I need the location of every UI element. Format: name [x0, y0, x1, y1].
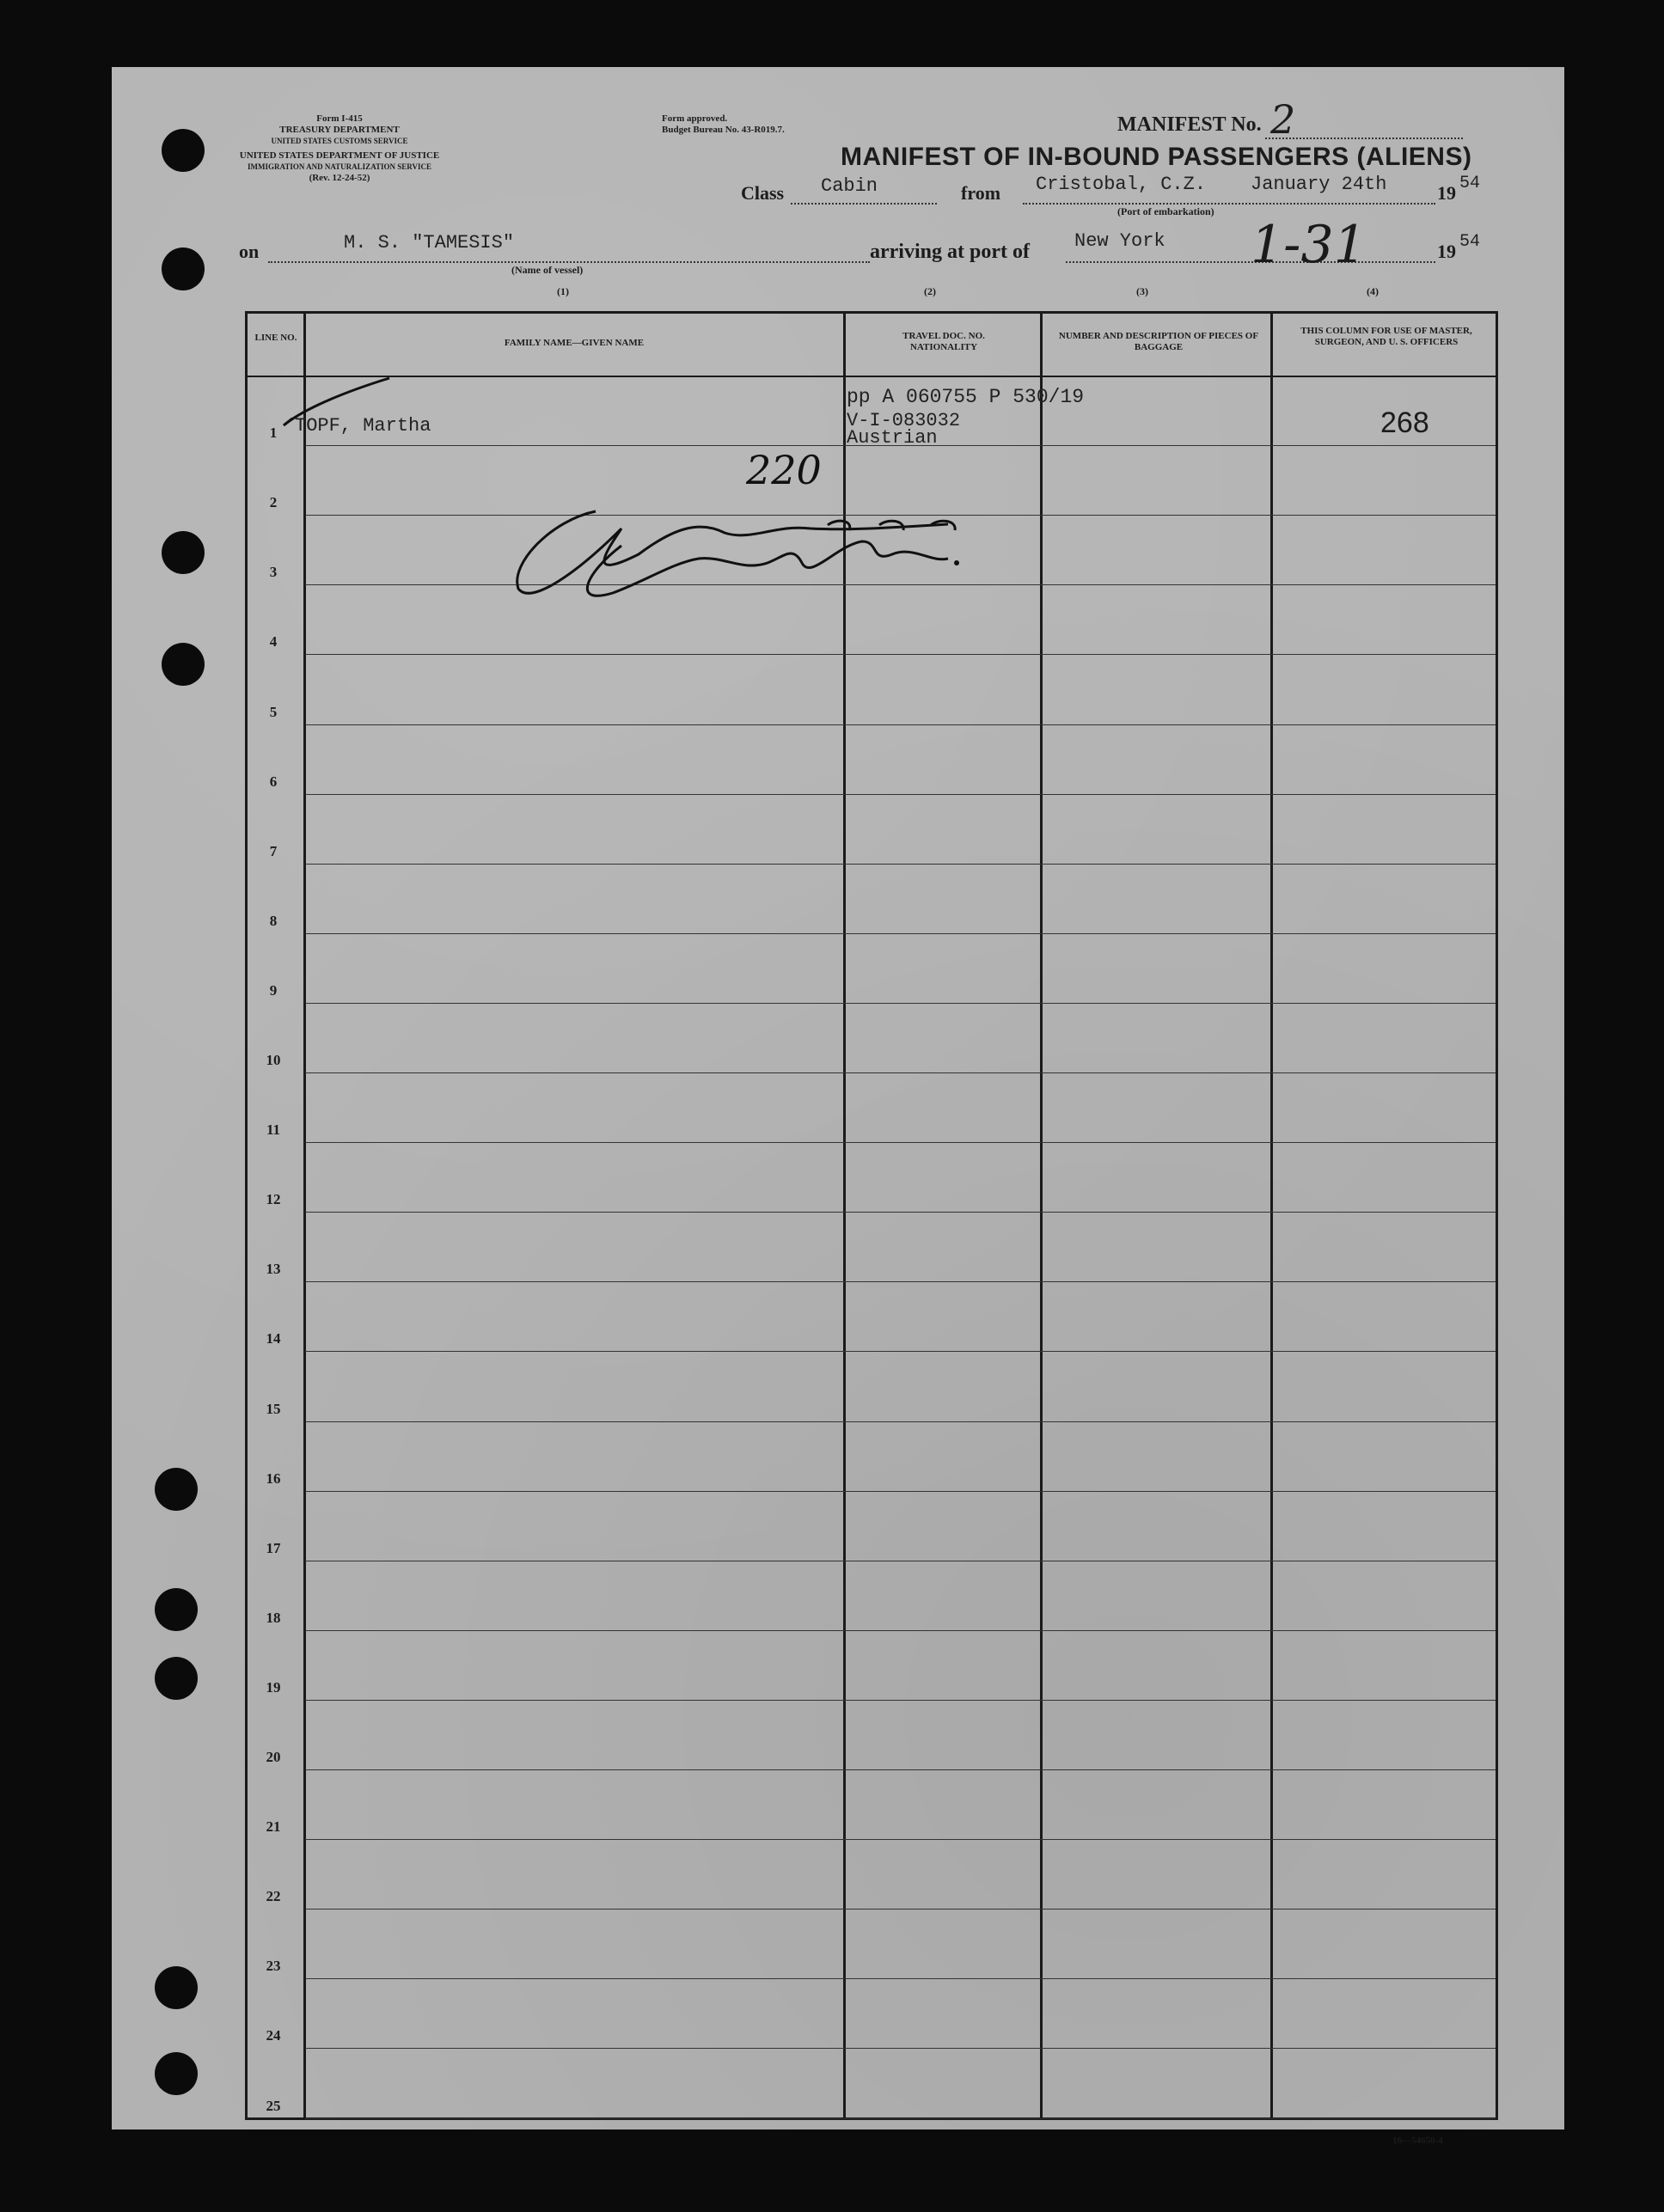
row-number: 7 [269, 842, 278, 859]
row-number: 4 [269, 633, 278, 651]
header-baggage: NUMBER AND DESCRIPTION OF PIECES OF BAGGAGE [1058, 331, 1259, 352]
column-ref-4: (4) [1367, 285, 1379, 297]
table-row [305, 1769, 1496, 1770]
rev-label: (Rev. 12-24-52) [309, 173, 370, 183]
punch-hole [162, 129, 205, 172]
passenger-table [245, 311, 1498, 2120]
table-row [305, 1491, 1496, 1492]
table-row [305, 1212, 1496, 1213]
manifest-number-label: MANIFEST No. [1117, 113, 1262, 136]
form-approved-label: Form approved. [662, 113, 728, 124]
row-number: 15 [266, 1400, 281, 1417]
table-row [305, 1142, 1496, 1143]
punch-hole [155, 1468, 198, 1511]
approval-block [662, 113, 785, 136]
treasury-label: TREASURY DEPARTMENT [279, 125, 400, 135]
visa-number: V-I-083032 [847, 410, 961, 431]
budget-label: Budget Bureau No. 43-R019.7. [662, 125, 785, 135]
inspector-signature [501, 494, 982, 614]
departure-year-suffix: 54 [1459, 174, 1481, 193]
passenger-name: TOPF, Martha [295, 415, 431, 437]
from-value: Cristobal, C.Z. [1036, 174, 1207, 195]
nationality: Austrian [847, 427, 938, 449]
row-number: 3 [269, 564, 278, 581]
table-row [305, 2048, 1496, 2049]
checkmark-icon [282, 374, 394, 434]
table-row [305, 2118, 1496, 2119]
vessel-note: (Name of vessel) [511, 264, 584, 276]
table-row [305, 1421, 1496, 1422]
row-number: 1 [269, 425, 278, 442]
handwritten-number: 220 [746, 447, 822, 493]
row-number: 9 [269, 981, 278, 999]
row-number: 21 [266, 1818, 281, 1836]
arrival-date-handwritten: 1-31 [1251, 215, 1367, 275]
column-ref-3: (3) [1136, 285, 1148, 297]
travel-doc-number: pp A 060755 P 530/19 [847, 386, 1085, 408]
row-number: 12 [266, 1191, 281, 1208]
header-divider [248, 376, 1496, 377]
row-number: 18 [266, 1609, 281, 1626]
class-label: Class [741, 182, 785, 204]
header-officers: THIS COLUMN FOR USE OF MASTER, SURGEON, AND U. S. OFFICERS [1300, 326, 1472, 347]
table-row [305, 1630, 1496, 1631]
row-number: 8 [269, 912, 278, 929]
row-number: 11 [266, 1121, 281, 1139]
row-number: 19 [266, 1678, 281, 1696]
print-code: 16—54650-4 [1392, 2136, 1443, 2146]
row-number: 25 [266, 2097, 281, 2114]
row-number: 10 [266, 1052, 281, 1068]
arrival-year-suffix: 54 [1459, 232, 1481, 252]
row-number: 2 [269, 494, 278, 511]
row-number: 16 [266, 1470, 281, 1487]
departure-date: January 24th [1251, 174, 1387, 195]
customs-label: UNITED STATES CUSTOMS SERVICE [271, 137, 408, 145]
row-number: 17 [266, 1539, 281, 1556]
table-row [305, 864, 1496, 865]
arriving-label: arriving at port of [870, 241, 1030, 263]
manifest-number-value: 2 [1270, 96, 1296, 143]
column-ref-1: (1) [557, 285, 569, 297]
row-number: 13 [266, 1261, 281, 1278]
punch-hole [155, 1588, 198, 1631]
table-row [305, 933, 1496, 934]
table-row [305, 794, 1496, 795]
header-name: FAMILY NAME—GIVEN NAME [504, 338, 645, 348]
table-row [305, 1978, 1496, 1979]
table-row [305, 1003, 1496, 1004]
table-row [305, 1281, 1496, 1282]
row-number: 14 [266, 1330, 281, 1347]
header-travel-doc: TRAVEL DOC. NO. NATIONALITY [902, 331, 985, 352]
row-number: 20 [266, 1749, 281, 1765]
row-number: 5 [269, 703, 278, 720]
ins-label: IMMIGRATION AND NATURALIZATION SERVICE [248, 162, 431, 171]
row-number: 6 [269, 773, 278, 790]
table-row [305, 654, 1496, 655]
from-label: from [961, 182, 1001, 204]
punch-hole [155, 2052, 198, 2095]
row-number: 22 [266, 1888, 281, 1905]
punch-hole [162, 643, 205, 686]
table-row [305, 724, 1496, 725]
on-label: on [239, 241, 260, 262]
doj-label: UNITED STATES DEPARTMENT OF JUSTICE [239, 150, 440, 161]
table-row [305, 1839, 1496, 1840]
class-line [791, 203, 937, 205]
port-embarkation-note: (Port of embarkation) [1117, 205, 1214, 217]
arriving-port-value: New York [1074, 230, 1165, 252]
punch-hole [155, 1966, 198, 2009]
arrival-year-prefix: 19 [1437, 241, 1456, 262]
officer-mark: 268 [1380, 406, 1429, 439]
manifest-title: MANIFEST OF IN-BOUND PASSENGERS (ALIENS) [841, 143, 1472, 171]
from-line [1023, 203, 1435, 205]
punch-hole [162, 531, 205, 574]
punch-hole [155, 1657, 198, 1700]
table-row [305, 1072, 1496, 1073]
departure-year-prefix: 19 [1437, 182, 1456, 204]
table-row [305, 1700, 1496, 1701]
vessel-line [268, 261, 870, 263]
agency-block [232, 113, 447, 184]
column-ref-2: (2) [924, 285, 936, 297]
form-number: Form I-415 [316, 113, 363, 124]
header-line-no: LINE NO. [254, 333, 297, 343]
table-row [305, 1351, 1496, 1352]
punch-hole [162, 247, 205, 290]
vessel-value: M. S. "TAMESIS" [344, 232, 515, 254]
row-number: 24 [266, 2027, 281, 2044]
row-number: 23 [266, 1958, 281, 1975]
class-value: Cabin [821, 175, 878, 197]
table-row [305, 1909, 1496, 1910]
